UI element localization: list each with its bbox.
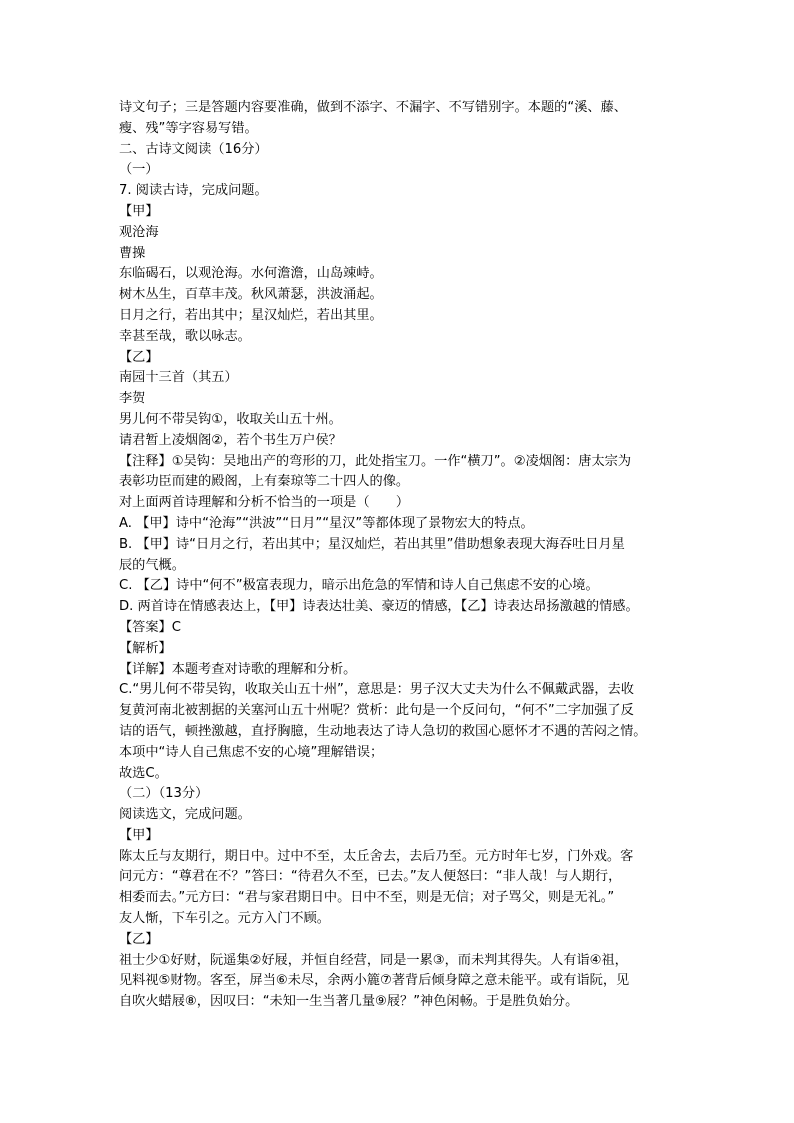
prose-line: 见料视⑤财物。客至，屏当⑥未尽，余两小簏⑦著背后倾身障之意未能平。或有诣阮，见 bbox=[119, 973, 630, 989]
subsection-heading: （二）（13分） bbox=[119, 786, 209, 802]
option-a: A. 【甲】诗中“沧海”“洪波”“日月”“星汉”等都体现了景物宏大的特点。 bbox=[119, 515, 534, 531]
conclusion-line: 故选C。 bbox=[119, 765, 168, 781]
option-b: B. 【甲】诗“日月之行，若出其中；星汉灿烂，若出其里”借助想象表现大海吞吐日月星 bbox=[119, 536, 625, 552]
annotation-line: 【注释】①吴钩：吴地出产的弯形的刀，此处指宝刀。一作“横刀”。②凌烟阁：唐太宗为 bbox=[119, 453, 632, 469]
poem-title: 观沧海 bbox=[119, 224, 159, 240]
text-label: 【甲】 bbox=[119, 827, 159, 843]
poem-title: 南园十三首（其五） bbox=[119, 370, 238, 386]
text-label: 【乙】 bbox=[119, 349, 159, 365]
text-line: 诗文句子；三是答题内容要准确，做到不添字、不漏字、不写错别字。本题的“溪、藤、 bbox=[119, 100, 627, 115]
text-label: 【甲】 bbox=[119, 203, 159, 219]
explanation-line: 诘的语气，顿挫激越，直抒胸臆，生动地表达了诗人急切的救国心愿怀才不遇的苦闷之情。 bbox=[119, 723, 647, 739]
explanation-line: 复黄河南北被割据的关塞河山五十州呢？赏析：此句是一个反问句，“何不”二字加强了反 bbox=[119, 703, 634, 719]
prose-line: 祖士少①好财，阮遥集②好屐，并恒自经营，同是一累③，而未判其得失。人有诣④祖， bbox=[119, 952, 628, 968]
poem-line: 树木丛生，百草丰茂。秋风萧瑟，洪波涌起。 bbox=[119, 287, 383, 303]
prose-line: 问元方：“尊君在不？”答曰：“待君久不至，已去。”友人便怒曰：“非人哉！与人期行， bbox=[119, 869, 622, 885]
document-page bbox=[119, 98, 684, 1013]
option-d: D. 两首诗在情感表达上，【甲】诗表达壮美、豪迈的情感，【乙】诗表达昂扬激越的情感。 bbox=[119, 599, 639, 615]
poem-line: 日月之行，若出其中；星汉灿烂，若出其里。 bbox=[119, 307, 383, 323]
poem-author: 曹操 bbox=[119, 245, 146, 261]
prose-line: 自吹火蜡屐⑧，因叹曰：“未知一生当著几量⑨屐？”神色闲畅。于是胜负始分。 bbox=[119, 994, 579, 1010]
poem-line: 东临碣石，以观沧海。水何澹澹，山岛竦峙。 bbox=[119, 266, 383, 282]
text-label: 【乙】 bbox=[119, 931, 159, 947]
explanation-line: 【详解】本题考查对诗歌的理解和分析。 bbox=[119, 661, 357, 677]
text-line: 瘦、残”等字容易写错。 bbox=[119, 120, 258, 136]
question-stem: 7. 阅读古诗，完成问题。 bbox=[119, 183, 268, 199]
poem-line: 男儿何不带吴钩①，收取关山五十州。 bbox=[119, 411, 342, 427]
option-c: C. 【乙】诗中“何不”极富表现力，暗示出危急的军情和诗人自己焦虑不安的心境。 bbox=[119, 578, 599, 594]
explanation-line: C.“男儿何不带吴钩，收取关山五十州”，意思是：男子汉大丈夫为什么不佩戴武器，去收 bbox=[119, 682, 634, 698]
subsection-heading: （一） bbox=[119, 162, 159, 178]
prose-line: 友人惭，下车引之。元方入门不顾。 bbox=[119, 911, 330, 927]
question-prompt: 对上面两首诗理解和分析不恰当的一项是（ ） bbox=[119, 495, 410, 511]
poem-line: 请君暂上凌烟阁②，若个书生万户侯？ bbox=[119, 432, 342, 448]
annotation-line: 表彰功臣而建的殿阁，上有秦琼等二十四人的像。 bbox=[119, 474, 410, 490]
answer-line: 【答案】C bbox=[119, 619, 181, 635]
prose-line: 陈太丘与友期行，期日中。过中不至，太丘舍去，去后乃至。元方时年七岁，门外戏。客 bbox=[119, 848, 634, 864]
prose-line: 相委而去。”元方曰：“君与家君期日中。日中不至，则是无信；对子骂父，则是无礼。” bbox=[119, 890, 615, 906]
poem-line: 幸甚至哉，歌以咏志。 bbox=[119, 328, 251, 344]
analysis-label: 【解析】 bbox=[119, 640, 172, 656]
explanation-line: 本项中“诗人自己焦虑不安的心境”理解错误； bbox=[119, 744, 384, 760]
question-stem: 阅读选文，完成问题。 bbox=[119, 807, 251, 823]
section-heading: 二、古诗文阅读（16分） bbox=[119, 141, 268, 157]
poem-author: 李贺 bbox=[119, 391, 146, 407]
option-b-continued: 辰的气概。 bbox=[119, 557, 185, 573]
